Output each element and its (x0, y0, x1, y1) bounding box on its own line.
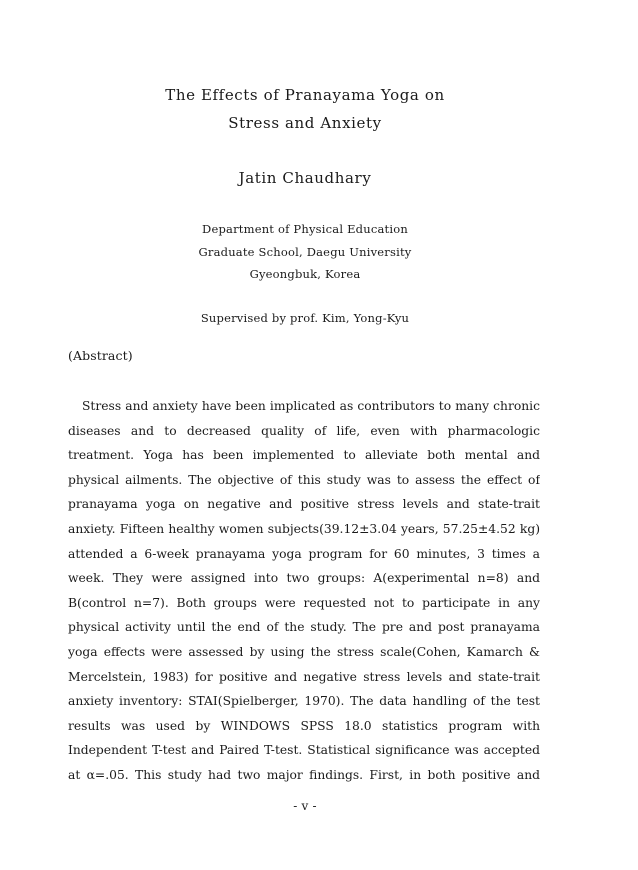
abstract-line: results was used by WINDOWS SPSS 18.0 statistics program with (68, 718, 540, 733)
abstract-line: pranayama yoga on negative and positive stress levels and state-trait (68, 497, 540, 512)
abstract-line: Mercelstein, 1983) for positive and negative stress levels and state-trait (68, 669, 540, 684)
abstract-line: physical ailments. The objective of this study was to assess the effect of (68, 472, 540, 487)
paper-title-line-1: The Effects of Pranayama Yoga on (165, 86, 445, 104)
paper-title-line-2: Stress and Anxiety (228, 114, 382, 132)
abstract-line: at α=.05. This study had two major findings. First, in both positive and (68, 767, 540, 782)
abstract-line: anxiety inventory: STAI(Spielberger, 1970). The data handling of the test (68, 694, 540, 709)
abstract-line: attended a 6-week pranayama yoga program for 60 minutes, 3 times a (68, 546, 540, 561)
abstract-line: physical activity until the end of the study. The pre and post pranayama (68, 620, 540, 635)
abstract-line: diseases and to decreased quality of life, even with pharmacologic (68, 423, 540, 438)
abstract-line: Stress and anxiety have been implicated as contributors to many chronic (82, 399, 540, 413)
abstract-heading: (Abstract) (68, 348, 133, 363)
supervisor-line: Supervised by prof. Kim, Yong-Kyu (200, 311, 410, 325)
abstract-line: Independent T-test and Paired T-test. Statistical significance was accepted (68, 743, 540, 758)
author-name: Jatin Chaudhary (238, 169, 372, 187)
abstract-line: week. They were assigned into two groups: A(experimental n=8) and (68, 571, 540, 586)
abstract-line: anxiety. Fifteen healthy women subjects(39.12±3.04 years, 57.25±4.52 kg) (68, 521, 540, 536)
abstract-line: yoga effects were assessed by using the stress scale(Cohen, Kamarch & (68, 644, 540, 659)
abstract-paragraph (68, 397, 540, 791)
abstract-line: treatment. Yoga has been implemented to alleviate both mental and (68, 448, 540, 463)
abstract-line: B(control n=7). Both groups were requested not to participate in any (68, 595, 540, 610)
page-number: - v - (293, 799, 317, 813)
affiliation-school: Graduate School, Daegu University (198, 245, 412, 259)
affiliation-department: Department of Physical Education (202, 222, 408, 236)
affiliation-location: Gyeongbuk, Korea (249, 267, 361, 281)
